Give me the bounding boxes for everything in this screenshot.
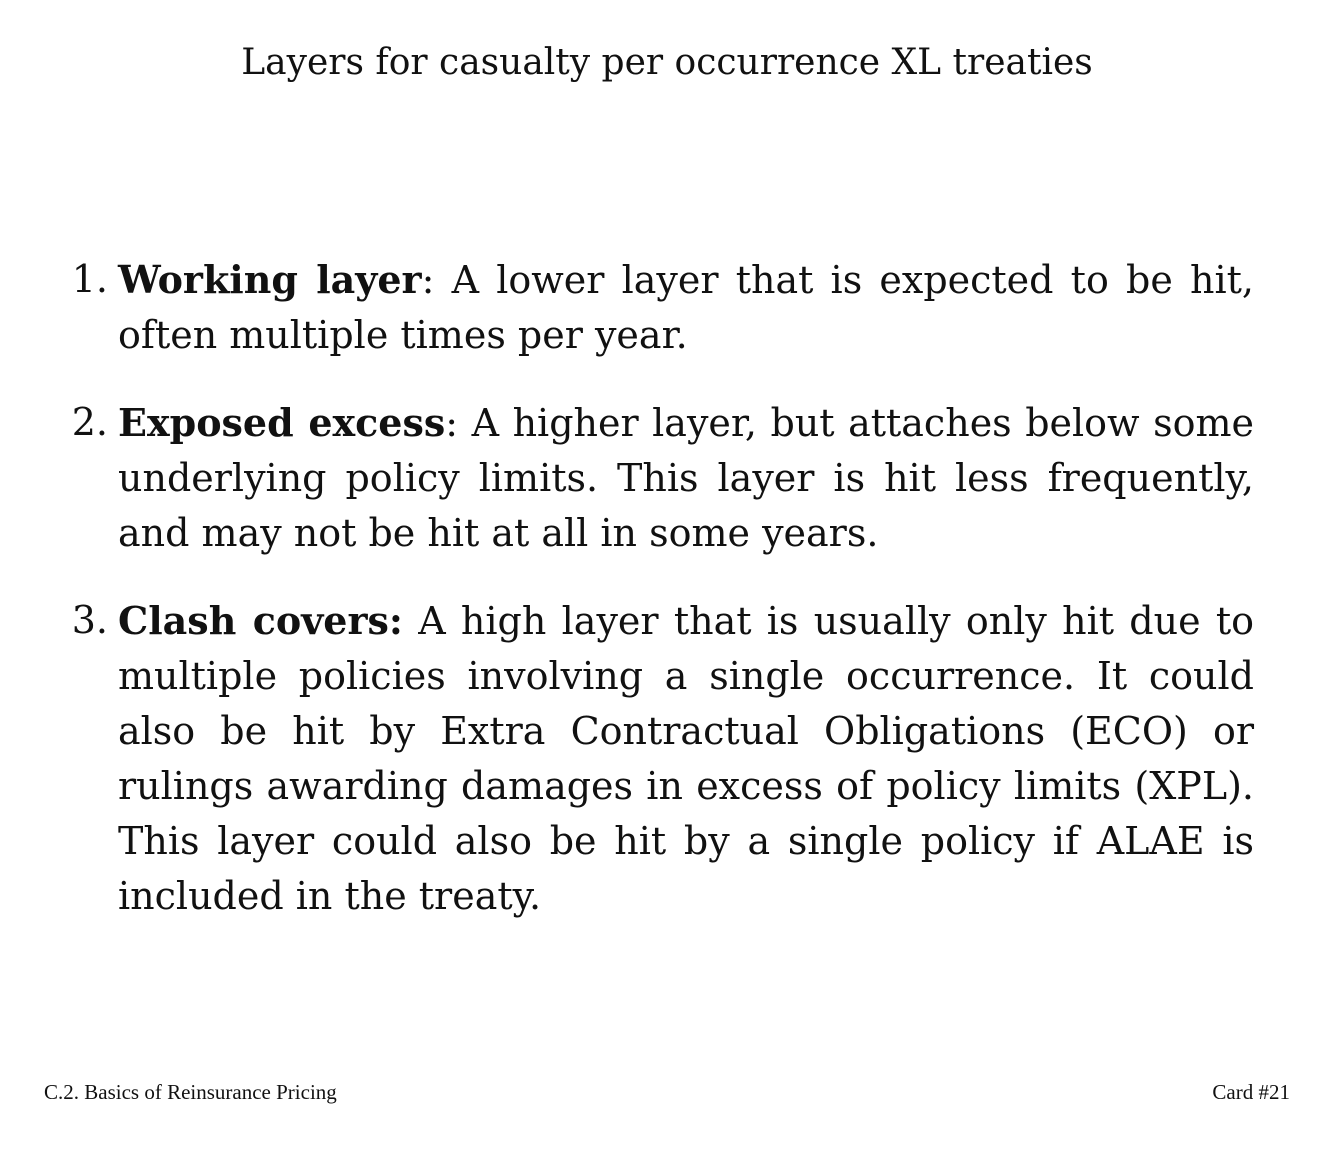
item-term: Clash covers: [118,598,403,643]
list-item-working-layer [56,252,1254,363]
footer-section-label: C.2. Basics of Reinsurance Pricing [44,1080,337,1104]
item-number: 3. [71,598,108,642]
item-number: 1. [71,257,108,301]
footer-card-number: Card #21 [1212,1080,1290,1104]
item-number: 2. [71,400,108,444]
list-item-exposed-excess [56,395,1254,561]
item-term: Exposed excess [118,400,446,445]
item-description: A lower layer that is expected to be hit, often multiple times per year. [118,258,1254,357]
item-separator: : [421,258,435,302]
list-item-clash-covers [56,593,1254,924]
layer-list [56,252,1254,956]
item-description: A higher layer, but attaches below some underlying policy limits. This layer is hit less frequently, and may not be hit at all in some years. [118,401,1254,555]
item-term: Working layer [118,257,422,302]
page-title: Layers for casualty per occurrence XL treaties [241,42,1093,83]
item-description: A high layer that is usually only hit due to multiple policies involving a single occurrence. It could also be hit by Extra Contractual Obligations (ECO) or rulings awarding damages in excess of policy limits (XPL). This layer could also be hit by a single policy if ALAE is included in the treaty. [118,599,1254,918]
item-separator: : [445,401,459,445]
